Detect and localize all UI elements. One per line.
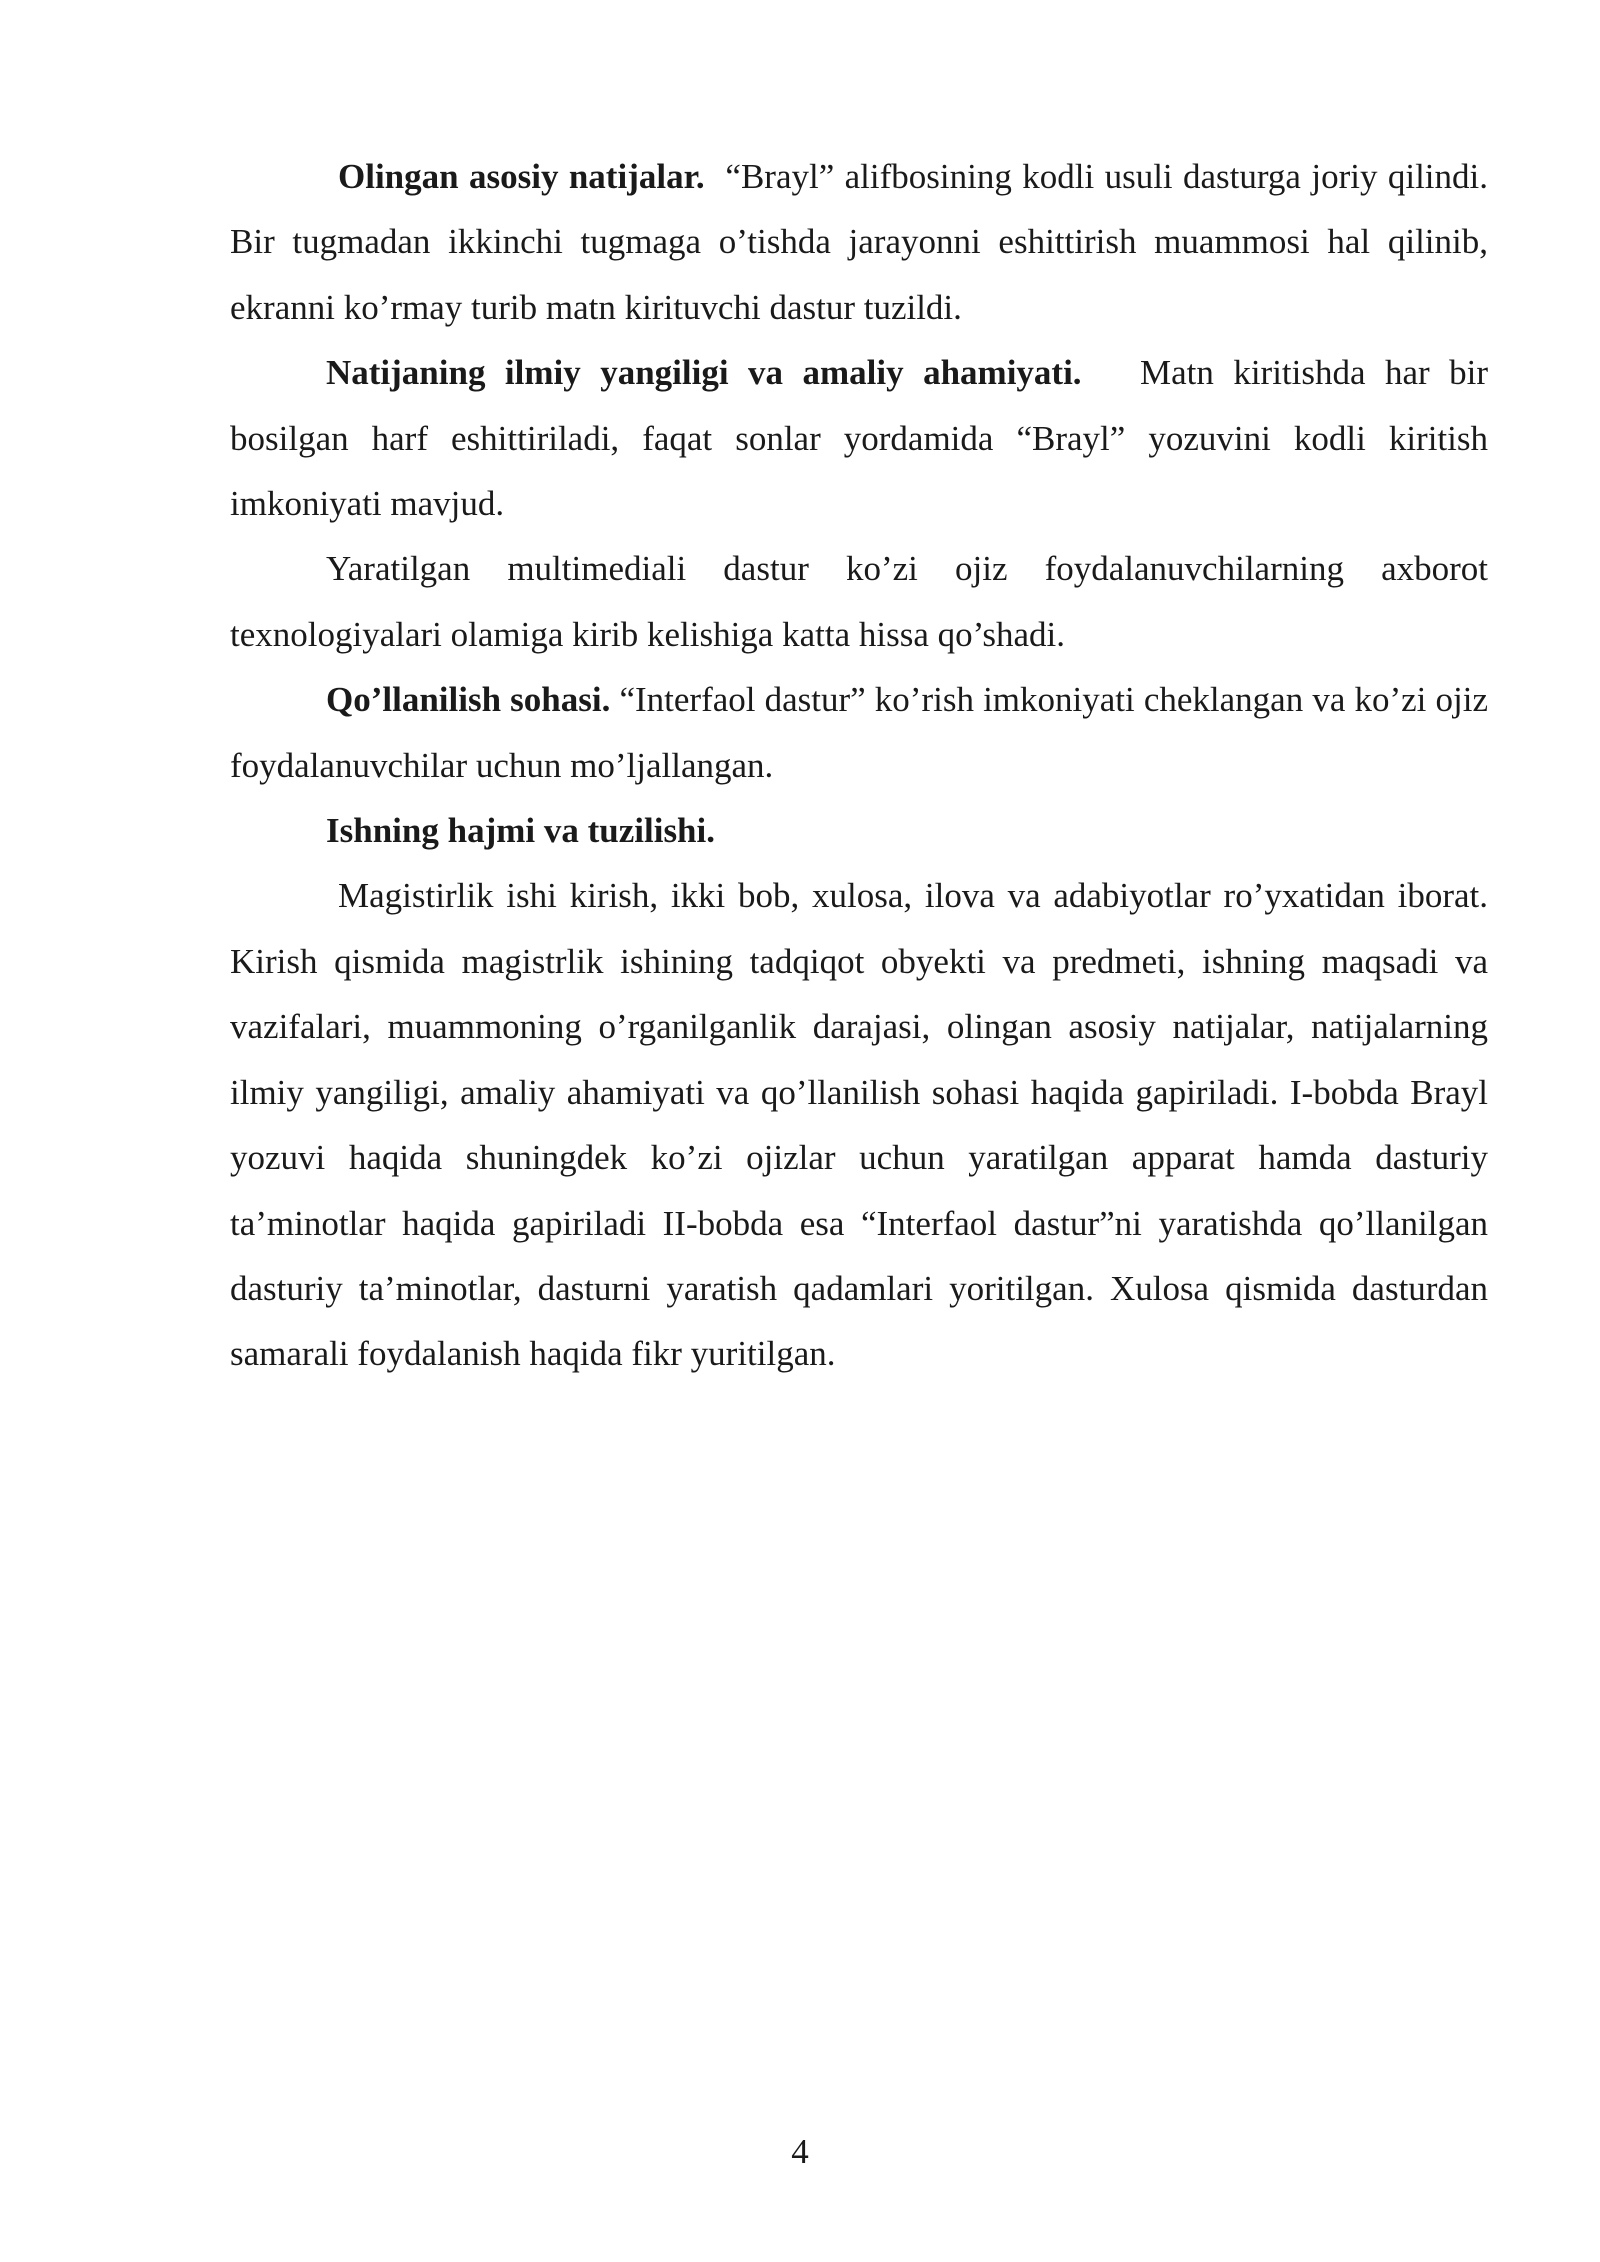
paragraph-main-results	[230, 144, 1488, 340]
paragraph-multimedia-program	[230, 536, 1488, 667]
heading-main-results: Olingan asosiy natijalar.	[338, 157, 705, 196]
paragraph-structure-heading	[230, 798, 1488, 863]
paragraph-work-structure	[230, 863, 1488, 1386]
page-body	[230, 144, 1488, 1387]
paragraph-scientific-novelty	[230, 340, 1488, 536]
paragraph-application-area	[230, 667, 1488, 798]
heading-application-area: Qo’llanilish sohasi.	[326, 680, 611, 720]
text-application-area: “Interfaol dastur” ko’rish imkoniyati cheklangan va ko’zi ojiz foydalanuvchilar uchun mo’ljallangan.	[230, 680, 1489, 785]
page-number: 4	[791, 2132, 809, 2171]
text-scientific-novelty: Matn kiritishda har bir bosilgan harf eshittiriladi, faqat sonlar yordamida “Brayl” yozuvini kodli kiritish imkoniyati mavjud.	[230, 353, 1489, 524]
text-main-results: “Brayl” alifbosining kodli usuli dasturga joriy qilindi. Bir tugmadan ikkinchi tugmaga o’tishda jarayonni eshittirish muammosi hal qilinib, ekranni ko’rmay turib matn kirituvchi dastur tuzildi.	[230, 157, 1488, 327]
text-multimedia-program: Yaratilgan multimediali dastur ko’zi ojiz foydalanuvchilarning axborot texnologiyalari olamiga kirib kelishiga katta hissa qo’shadi.	[230, 549, 1488, 654]
heading-work-structure: Ishning hajmi va tuzilishi.	[326, 811, 715, 851]
text-work-structure: Magistirlik ishi kirish, ikki bob, xulosa, ilova va adabiyotlar ro’yxatidan iborat. Kirish qismida magistrlik ishining tadqiqot obyekti va predmeti, ishning maqsadi va vazifalari, muammoning o’rganilganlik darajasi, olingan asosiy natijalar, natijalarning ilmiy yangiligi, amaliy ahamiyati va qo’llanilish sohasi haqida gapiriladi. I-bobda Brayl yozuvi haqida shuningdek ko’zi ojizlar uchun yaratilgan apparat hamda dasturiy ta’minotlar haqida gapiriladi II-bobda esa “Interfaol dastur”ni yaratishda qo’llanilgan dasturiy ta’minotlar, dasturni yaratish qadamlari yoritilgan. Xulosa qismida dasturdan samarali foydalanish haqida fikr yuritilgan.	[230, 876, 1488, 1374]
heading-scientific-novelty: Natijaning ilmiy yangiligi va amaliy ahamiyati.	[326, 353, 1082, 393]
